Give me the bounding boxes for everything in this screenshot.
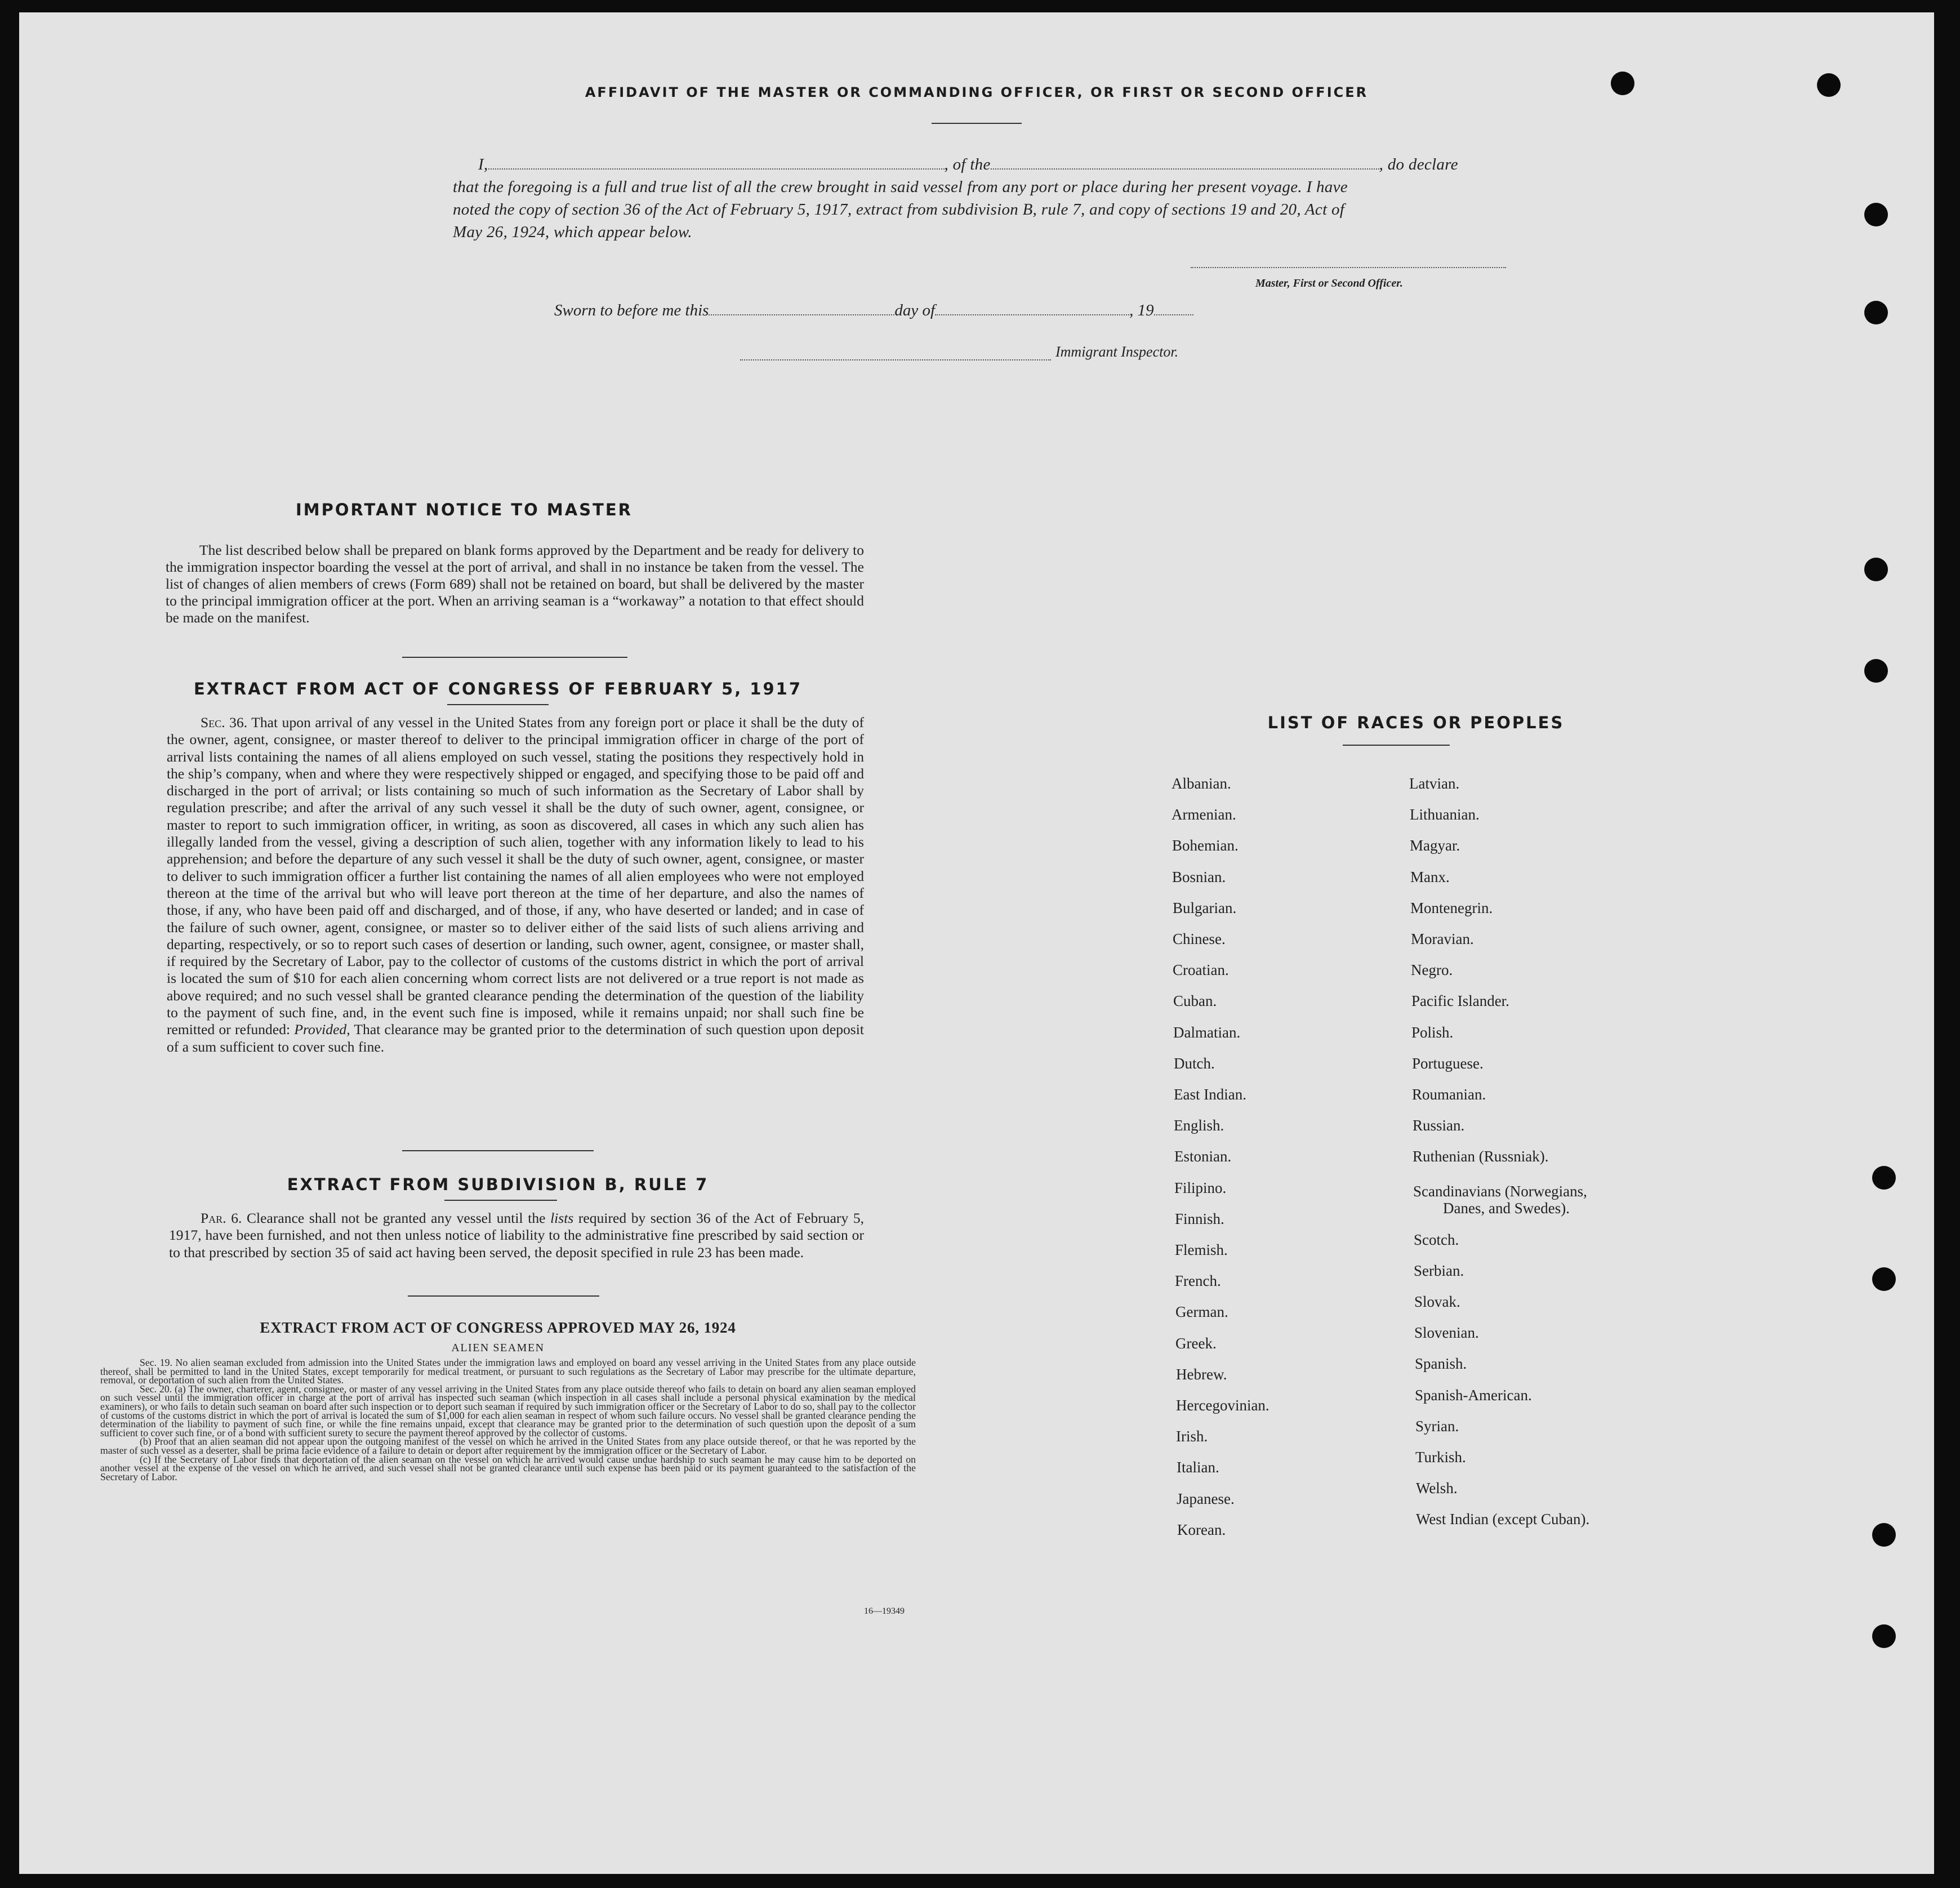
act1917-text-2: That clearance may be granted prior to the determination of such question upon deposit of a sum sufficient to cover such fine. — [167, 1021, 864, 1055]
race-item: Estonian. — [1174, 1148, 1232, 1165]
binder-hole — [1864, 558, 1888, 581]
sworn-line — [554, 301, 1193, 320]
race-item: Hebrew. — [1176, 1366, 1227, 1383]
race-item: Finnish. — [1175, 1210, 1224, 1227]
race-item: Russian. — [1413, 1117, 1465, 1134]
race-item: Japanese. — [1177, 1490, 1235, 1507]
race-item: French. — [1175, 1272, 1221, 1289]
act1917-body — [167, 714, 864, 1056]
inspector-signature-label: Immigrant Inspector. — [1055, 344, 1179, 360]
sworn-day-blank[interactable] — [709, 301, 894, 315]
sec20b-text: (b) Proof that an alien seaman did not appear upon the outgoing manifest of the vessel on which he arrived in the United States from any place outside thereof, or that he was reported by the master of such vessel as a deserter, shall be prima facie evidence of a failure to detain or deport after requirement by the immigration officer or the Secretary of Labor. — [100, 1436, 916, 1456]
race-item: English. — [1174, 1117, 1224, 1134]
rule7-text-2: required by section 36 of the Act of February 5, 1917, have been furnished, and not then unless notice of liability to the administrative fine prescribed by said section or to that prescribed by section 35 of said act having been served, the deposit specified in rule 23 has been made. — [169, 1210, 865, 1261]
master-signature-line[interactable] — [1191, 267, 1506, 268]
day-of-label: day of — [894, 301, 936, 319]
affidavit-declaration — [453, 153, 1534, 243]
act1924-subheading: ALIEN SEAMEN — [451, 1342, 545, 1354]
sworn-label: Sworn to before me this — [554, 301, 709, 319]
race-item: Portuguese. — [1412, 1055, 1484, 1072]
sec19-text: Sec. 19. No alien seaman excluded from admission into the United States under the immigration laws and employed on board any vessel arriving in the United States from any place outside thereof, shall be permitted to land in the United States, except temporarily for medical treatment, or pursuant to such regulations as the Secretary of Labor may prescribe for the ultimate departure, removal, or deportation of such alien from the United States. — [100, 1357, 916, 1386]
race-item: Scandinavians (Norwegians, — [1413, 1183, 1587, 1200]
race-item: Spanish. — [1415, 1355, 1467, 1372]
provided-word: Provided, — [294, 1021, 350, 1038]
affidavit-heading: AFFIDAVIT OF THE MASTER OR COMMANDING OFFICER, OR FIRST OR SECOND OFFICER — [585, 84, 1369, 100]
race-item: Moravian. — [1411, 930, 1474, 947]
race-item: Magyar. — [1410, 837, 1460, 854]
notice-heading: IMPORTANT NOTICE TO MASTER — [295, 500, 633, 519]
affidavit-of-the-label: , of the — [944, 155, 991, 173]
act1924-body — [100, 1359, 916, 1481]
race-item: Pacific Islander. — [1411, 992, 1509, 1009]
race-item: Lithuanian. — [1410, 806, 1480, 823]
race-item: Chinese. — [1173, 930, 1226, 947]
divider — [402, 1150, 594, 1151]
race-item: Hercegovinian. — [1176, 1397, 1269, 1414]
race-item: Dutch. — [1174, 1055, 1215, 1072]
name-blank[interactable] — [488, 155, 945, 170]
divider — [408, 1295, 599, 1297]
race-item: Ruthenian (Russniak). — [1413, 1148, 1549, 1165]
notice-body: The list described below shall be prepared on blank forms approved by the Department and be ready for delivery to the immigration inspector boarding the vessel at the port of arrival, and shall in no instance be taken from the vessel. The list of changes of alien members of crews (Form 689) shall not be retained on board, but shall be delivered by the master to the principal immigration officer at the port. When an arriving seaman is a “workaway” a notation to that effect should be made on the manifest. — [166, 542, 864, 626]
binder-hole — [1872, 1523, 1896, 1547]
sec20c-text: (c) If the Secretary of Labor finds that deportation of the alien seaman on the vessel on which he arrived would cause undue hardship to such seaman he may cause him to be deported on another vessel at the expense of the vessel on which he arrived, and such vessel shall not be granted clearance until such expense has been paid or its payment guaranteed to the satisfaction of the Secretary of Labor. — [100, 1453, 916, 1482]
race-item: German. — [1175, 1303, 1228, 1320]
race-item: Manx. — [1410, 869, 1450, 885]
section-label: Sec. 36. — [201, 714, 248, 731]
race-item: Syrian. — [1415, 1418, 1459, 1435]
affidavit-i-label: I, — [478, 155, 488, 173]
binder-hole — [1872, 1267, 1896, 1291]
race-item: Latvian. — [1409, 775, 1460, 792]
race-item: Welsh. — [1416, 1480, 1458, 1497]
race-item: Spanish-American. — [1415, 1387, 1532, 1404]
race-item: Cuban. — [1173, 992, 1217, 1009]
race-item: Greek. — [1175, 1335, 1217, 1352]
year-label: , 19 — [1129, 301, 1154, 319]
form-page — [19, 12, 1934, 1874]
race-item: Italian. — [1177, 1459, 1219, 1476]
sworn-year-blank[interactable] — [1154, 301, 1193, 315]
race-item: Albanian. — [1171, 775, 1231, 792]
race-item: Bosnian. — [1172, 869, 1226, 885]
race-item: Scotch. — [1414, 1231, 1459, 1248]
race-item: Polish. — [1411, 1024, 1454, 1041]
form-number: 16—19349 — [864, 1606, 905, 1616]
act1917-heading: EXTRACT FROM ACT OF CONGRESS OF FEBRUARY 5, 1917 — [193, 679, 803, 698]
race-item: Korean. — [1177, 1521, 1226, 1538]
race-item: Danes, and Swedes). — [1443, 1200, 1570, 1217]
race-item: Flemish. — [1175, 1241, 1228, 1258]
sworn-month-blank[interactable] — [935, 301, 1129, 315]
race-item: East Indian. — [1174, 1086, 1246, 1103]
act1917-text-1: That upon arrival of any vessel in the United States from any foreign port or place it shall be the duty of the owner, agent, consignee, or master thereof to deliver to the principal immigration officer in charge of the port of arrival lists containing the names of all aliens employed on such vessel, stating the positions they respectively hold in the ship’s company, when and where they were respectively shipped or engaged, and specifying those to be paid off and discharged in the port of arrival; or lists containing so much of such information as the Secretary of Labor shall by regulation prescribe; and after the arrival of any such vessel it shall be the duty of such owner, agent, consignee, or master to report to such immigration officer, in writing, as soon as discovered, all cases in which any such alien has illegally landed from the vessel, giving a description of such alien, together with any information likely to lead to his apprehension; and before the departure of any such vessel it shall be the duty of such owner, agent, consignee, or master to deliver to such immigration officer a further list containing the names of all alien employees who were not employed thereon at the time of the arrival but who will leave port thereon at the time of her departure, and also the names of those, if any, who have been paid off and discharged, and of those, if any, who have deserted or landed; and in case of the failure of such owner, agent, consignee, or master so to deliver either of the said lists of such aliens arriving and departing, respectively, or so to report such cases of desertion or landing, such owner, agent, consignee, or master shall, if required by the Secretary of Labor, pay to the collector of customs of the customs district in which the port of arrival is located the sum of $10 for each alien concerning whom correct lists are not delivered or a true report is not made as above required; and no such vessel shall be granted clearance pending the determination of the question of the liability to the payment of such fine, and, in the event such fine is imposed, while it remains unpaid; nor shall such fine be remitted or refunded: — [167, 714, 865, 1038]
race-item: Bulgarian. — [1173, 900, 1237, 916]
binder-hole — [1864, 203, 1888, 226]
race-item: Filipino. — [1174, 1179, 1227, 1196]
affidavit-line-4: May 26, 1924, which appear below. — [453, 223, 692, 241]
affidavit-declare-label: , do declare — [1379, 155, 1458, 173]
binder-hole — [1864, 659, 1888, 683]
race-item: Dalmatian. — [1173, 1024, 1241, 1041]
race-item: Slovak. — [1414, 1293, 1460, 1310]
race-item: Armenian. — [1171, 806, 1236, 823]
divider — [402, 657, 627, 658]
race-item: West Indian (except Cuban). — [1416, 1511, 1590, 1528]
binder-hole — [1611, 72, 1634, 95]
race-item: Bohemian. — [1172, 837, 1239, 854]
race-item: Turkish. — [1415, 1449, 1466, 1466]
divider — [444, 1200, 557, 1201]
sec20a-text: Sec. 20. (a) The owner, charterer, agent, consignee, or master of any vessel arriving in the United States from any place outside thereof who fails to detain on board any alien seaman employed on such vessel until the immigration officer in charge at the port of arrival has inspected such seaman (which inspection in all cases shall include a personal physical examination by the medical examiners), or who fails to detain such seaman on board after such inspection or to deport such seaman if required by such immigration officer or the Secretary of Labor to do so, shall pay to the collector of customs of the customs district in which the port of arrival is located the sum of $1,000 for each alien seaman in respect of whom such failure occurs. No vessel shall be granted clearance pending the determination of the liability to payment of such fine, or while the fine remains unpaid, except that clearance may be granted prior to the determination of such question upon the deposit of a sum sufficient to cover such fine, or of a bond with sufficient surety to secure the payment thereof approved by the collector of customs. — [100, 1383, 916, 1439]
binder-hole — [1872, 1166, 1896, 1190]
race-item: Serbian. — [1414, 1262, 1464, 1279]
vessel-blank[interactable] — [991, 155, 1379, 170]
race-item: Croatian. — [1173, 961, 1229, 978]
binder-hole — [1817, 73, 1841, 97]
binder-hole — [1864, 301, 1888, 324]
race-item: Irish. — [1176, 1428, 1208, 1445]
divider — [932, 123, 1022, 124]
master-signature-label: Master, First or Second Officer. — [1255, 277, 1403, 290]
divider — [447, 704, 549, 705]
races-heading: LIST OF RACES OR PEOPLES — [1267, 713, 1565, 732]
race-item: Negro. — [1411, 961, 1453, 978]
race-item: Montenegrin. — [1410, 900, 1493, 916]
binder-hole — [1872, 1624, 1896, 1648]
rule7-text-1: Clearance shall not be granted any vessel until the — [246, 1210, 546, 1226]
act1924-heading: EXTRACT FROM ACT OF CONGRESS APPROVED MAY 26, 1924 — [260, 1319, 736, 1336]
affidavit-line-3: noted the copy of section 36 of the Act of February 5, 1917, extract from subdivision B, rule 7, and copy of sections 19 and 20, Act of — [453, 201, 1345, 219]
race-item: Slovenian. — [1414, 1324, 1479, 1341]
race-item: Roumanian. — [1412, 1086, 1486, 1103]
inspector-signature-line[interactable] — [740, 359, 1051, 360]
divider — [1343, 745, 1450, 746]
lists-word: lists — [550, 1210, 574, 1226]
rule7-body — [169, 1210, 864, 1261]
rule7-heading: EXTRACT FROM SUBDIVISION B, RULE 7 — [287, 1175, 709, 1194]
affidavit-line-2: that the foregoing is a full and true list of all the crew brought in said vessel from any port or place during her present voyage. I have — [453, 178, 1348, 196]
paragraph-label: Par. 6. — [201, 1210, 242, 1226]
